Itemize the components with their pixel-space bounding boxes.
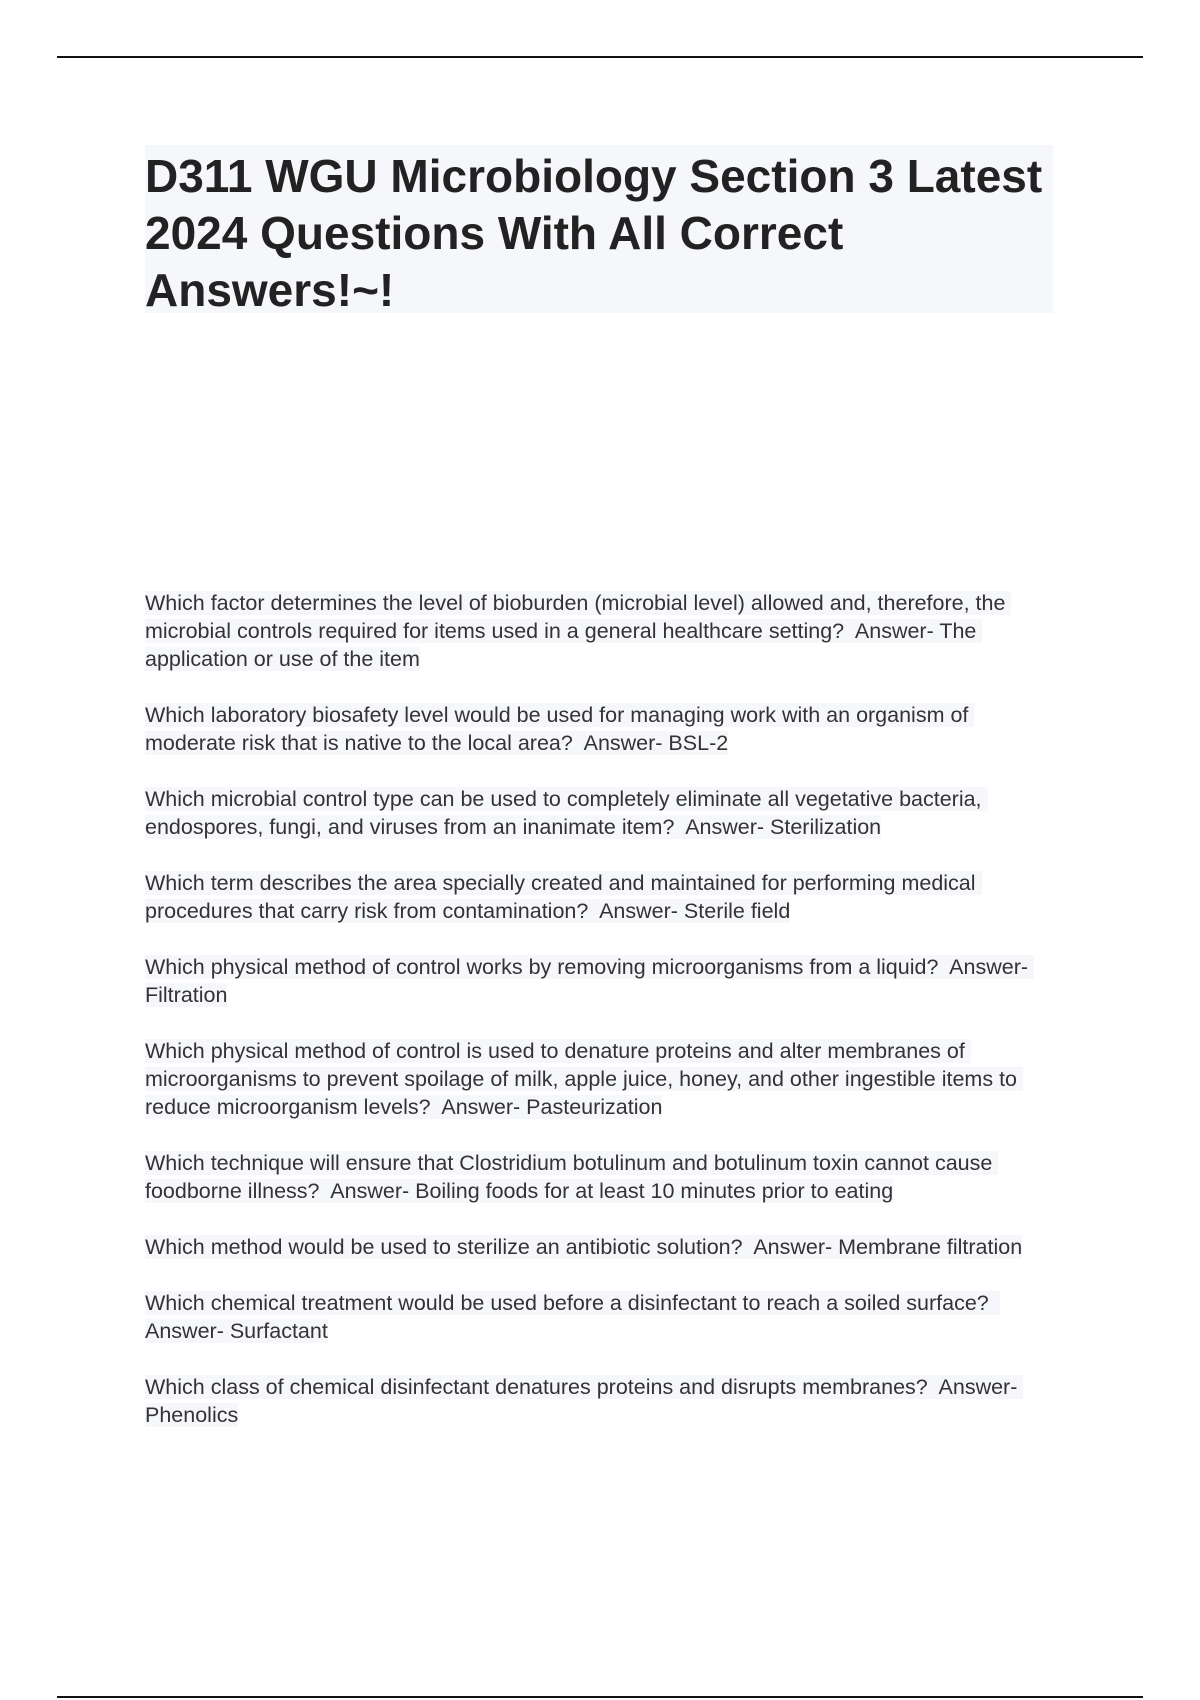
qa-item [145, 1373, 1065, 1429]
question-text: Which class of chemical disinfectant denatures proteins and disrupts membranes? [145, 1375, 939, 1399]
question-text: Which term describes the area specially created and maintained for performing medical procedures that carry risk from contamination? [145, 871, 982, 923]
document-title: D311 WGU Microbiology Section 3 Latest 2024 Questions With All Correct Answers!~! [145, 150, 1043, 316]
answer-text: Answer- Boiling foods for at least 10 minutes prior to eating [330, 1179, 894, 1203]
answer-text: Answer- BSL-2 [583, 731, 729, 755]
qa-item [145, 785, 1065, 841]
answer-text: Answer- The application or use of the item [145, 619, 983, 671]
bottom-rule [57, 1696, 1143, 1698]
answer-text: Answer- Pasteurization [441, 1095, 663, 1119]
question-text: Which chemical treatment would be used before a disinfectant to reach a soiled surface? [145, 1291, 1000, 1315]
answer-text: Answer- Sterile field [599, 899, 791, 923]
qa-item [145, 1233, 1065, 1261]
question-text: Which method would be used to sterilize an antibiotic solution? [145, 1235, 754, 1259]
question-text: Which technique will ensure that Clostridium botulinum and botulinum toxin cannot cause foodborne illness? [145, 1151, 999, 1203]
qa-item [145, 869, 1065, 925]
qa-item [145, 953, 1065, 1009]
answer-text: Answer- Filtration [145, 955, 1035, 1007]
question-text: Which physical method of control works by removing microorganisms from a liquid? [145, 955, 950, 979]
qa-item [145, 1037, 1065, 1121]
qa-item [145, 701, 1065, 757]
question-text: Which factor determines the level of bioburden (microbial level) allowed and, therefore, the microbial controls required for items used in a general healthcare setting? [145, 591, 1012, 643]
question-text: Which microbial control type can be used to completely eliminate all vegetative bacteria, endospores, fungi, and viruses from an inanimate item? [145, 787, 988, 839]
title-block [145, 145, 1053, 316]
question-text: Which physical method of control is used to denature proteins and alter membranes of microorganisms to prevent spoilage of milk, apple juice, honey, and other ingestible items to reduce microorganism levels? [145, 1039, 1023, 1119]
answer-text: Answer- Phenolics [145, 1375, 1024, 1427]
qa-item [145, 589, 1065, 673]
question-text: Which laboratory biosafety level would be used for managing work with an organism of moderate risk that is native to the local area? [145, 703, 975, 755]
top-rule [57, 56, 1143, 58]
qa-item [145, 1149, 1065, 1205]
answer-text: Answer- Sterilization [685, 815, 882, 839]
qa-item [145, 1289, 1065, 1345]
answer-text: Answer- Membrane filtration [753, 1235, 1023, 1259]
qa-list [145, 589, 1065, 1457]
answer-text: Answer- Surfactant [145, 1319, 328, 1343]
